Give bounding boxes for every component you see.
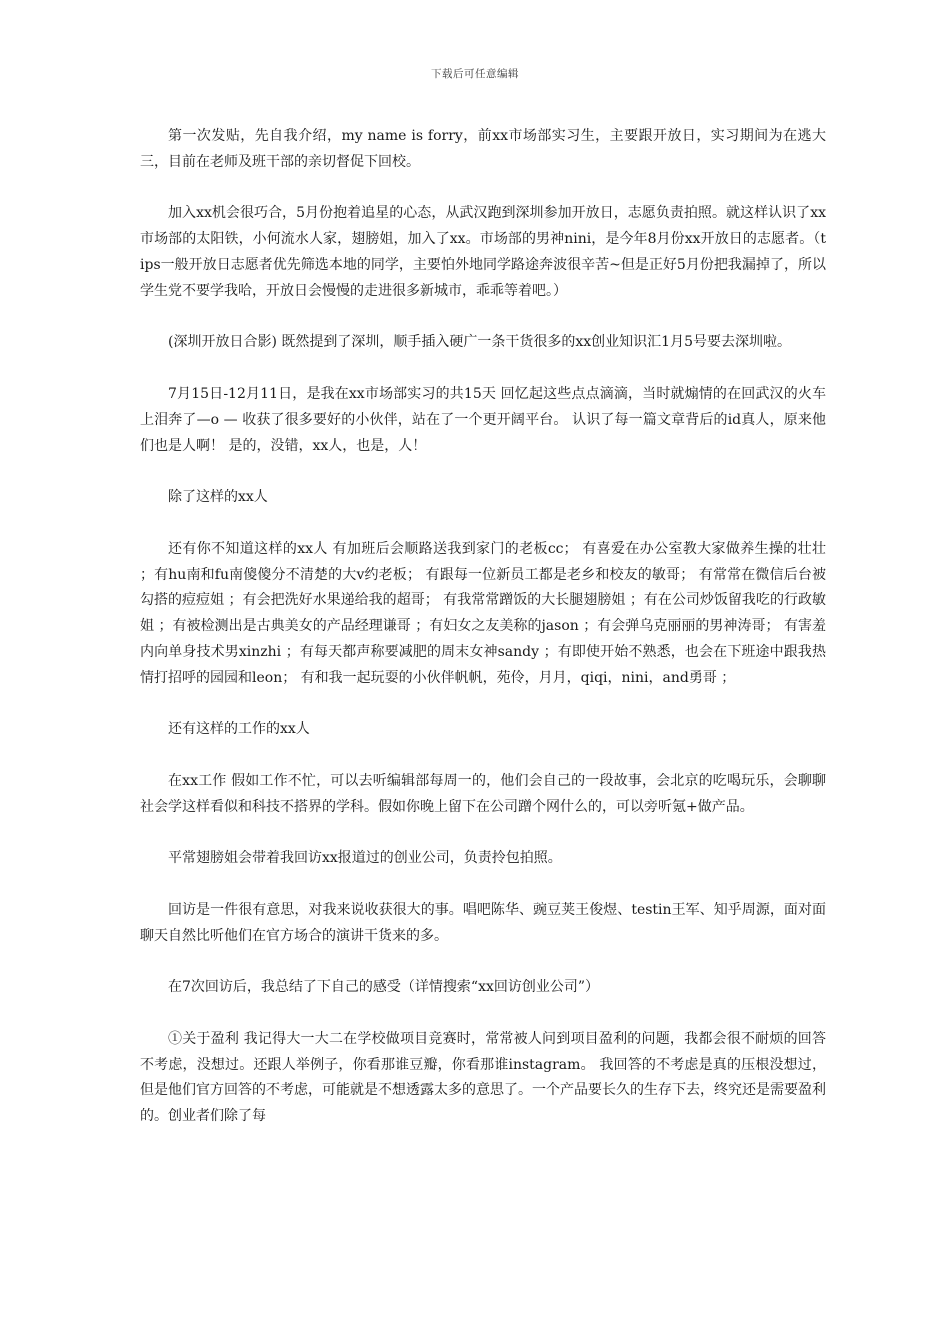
paragraph-intro: 第一次发贴，先自我介绍，my name is forry，前xx市场部实习生，主要跟开放日，实习期间为在逃大三，目前在老师及班干部的亲切督促下回校。 — [140, 128, 826, 170]
paragraph-work-life: 在xx工作 假如工作不忙，可以去听编辑部每周一的，他们会自己的一段故事，会北京的吃喝玩乐，会聊聊社会学这样看似和科技不搭界的学科。假如你晚上留下在公司蹭个网什么的，可以旁听氪+做产品。 — [140, 772, 826, 815]
paragraph-shenzhen: (深圳开放日合影) 既然提到了深圳，顺手插入硬广一条干货很多的xx创业知识汇1月5号要去深圳啦。 — [168, 334, 791, 351]
paragraph-internship-period: 7月15日-12月11日，是我在xx市场部实习的共15天 回忆起这些点点滴滴，当时就煽情的在回武汉的火车上泪奔了—o — 收获了很多要好的小伙伴，站在了一个更开阔平台。 认识了每一篇文章背后的id真人，原来他们也是人啊！ 是的，没错，xx人，也是，人！ — [140, 385, 826, 454]
paragraph-profit: ①关于盈利 我记得大一大二在学校做项目竞赛时，常常被人问到项目盈利的问题，我都会很不耐烦的回答不考虑，没想过。还跟人举例子，你看那谁豆瓣，你看那谁instagram。 我回答的不考虑是真的压根没想过，但是他们官方回答的不考虑，可能就是不想透露太多的意思了。一个产品要长久的生存下去，终究还是需要盈利的。创业者们除了每 — [140, 1030, 826, 1125]
paragraph-summary: 在7次回访后，我总结了下自己的感受（详情搜索“xx回访创业公司”） — [168, 979, 600, 996]
page-header: 下载后可任意编辑 — [431, 68, 519, 80]
paragraph-besides-people: 除了这样的xx人 — [168, 489, 268, 506]
paragraph-visit-value: 回访是一件很有意思，对我来说收获很大的事。唱吧陈华、豌豆荚王俊煜、testin王军、知乎周源，面对面聊天自然比听他们在官方场合的演讲干货来的多。 — [140, 901, 826, 944]
paragraph-joining: 加入xx机会很巧合，5月份抱着追星的心态，从武汉跑到深圳参加开放日，志愿负责拍照。就这样认识了xx市场部的太阳铁，小何流水人家，翅膀姐，加入了xx。市场部的男神nini，是今年8月份xx开放日的志愿者。（tips一般开放日志愿者优先筛选本地的同学，主要怕外地同学路途奔波很辛苦~但是正好5月份把我漏掉了，所以学生党不要学我哈，开放日会慢慢的走进很多新城市，乖乖等着吧。） — [140, 205, 826, 299]
article-body — [140, 124, 826, 1130]
paragraph-colleagues: 还有你不知道这样的xx人 有加班后会顺路送我到家门的老板cc； 有喜爱在办公室教大家做养生操的壮壮 ；有hu南和fu南傻傻分不清楚的大v约老板； 有跟每一位新员工都是老乡和校友的敏哥； 有常常在微信后台被勾搭的痘痘姐 ；有会把洗好水果递给我的超哥； 有我常常蹭饭的大长腿翅膀姐 ；有在公司炒饭留我吃的行政敏姐 ；有被检测出是古典美女的产品经理谦哥 ；有妇女之友美称的jason ；有会弹乌克丽丽的男神涛哥； 有害羞内向单身技术男xinzhi ；有每天都声称要减肥的周末女神sandy ；有即使开始不熟悉，也会在下班途中跟我热情打招呼的园园和leon； 有和我一起玩耍的小伙伴帆帆，苑伶，月月，qiqi，nini，and勇哥 ； — [140, 540, 826, 686]
paragraph-visits: 平常翅膀姐会带着我回访xx报道过的创业公司，负责拎包拍照。 — [168, 850, 562, 867]
paragraph-work-people: 还有这样的工作的xx人 — [168, 721, 310, 738]
